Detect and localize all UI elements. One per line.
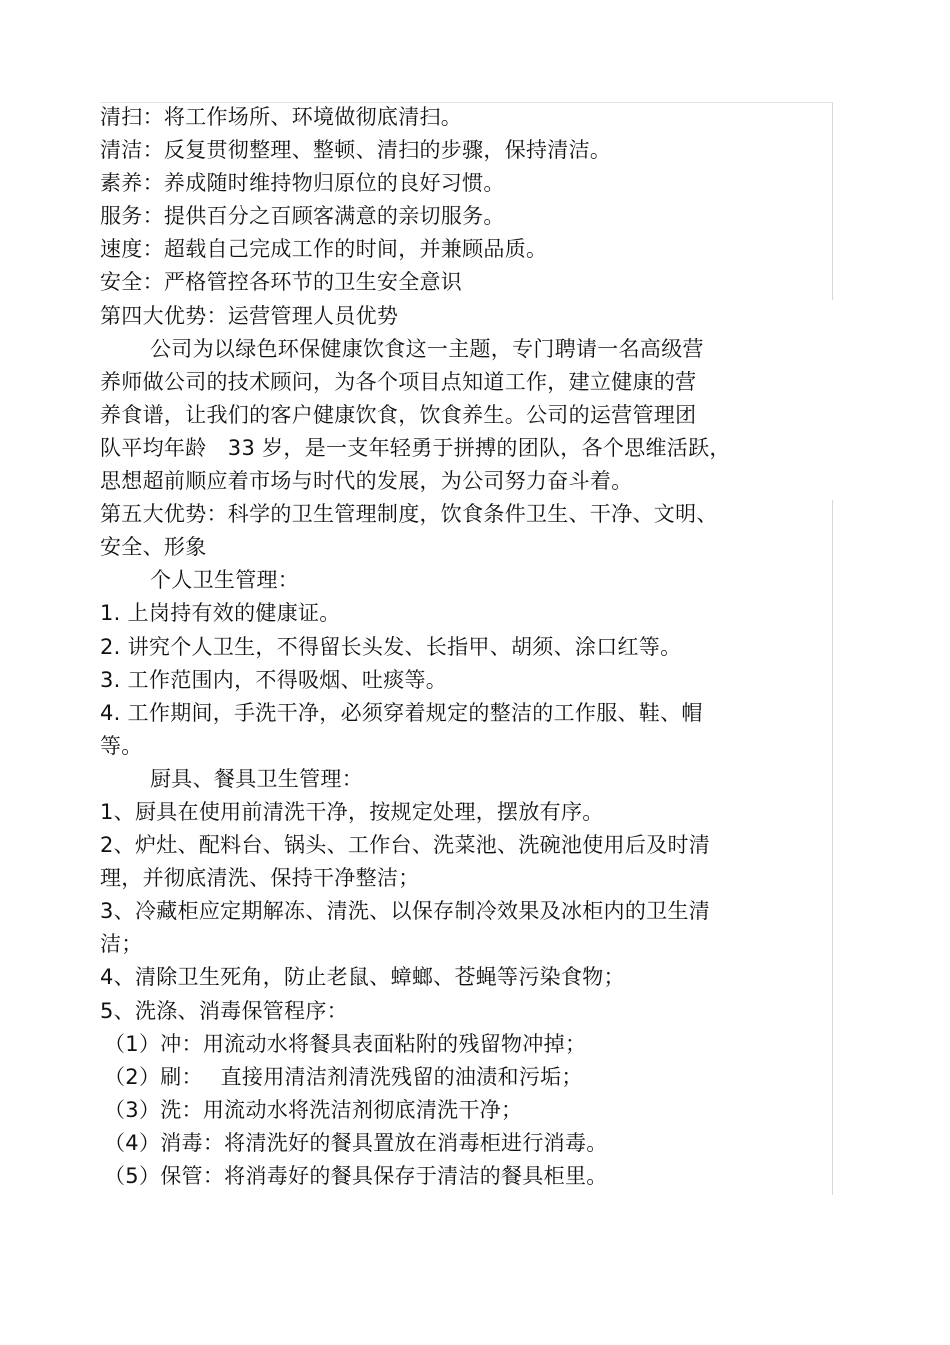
list-item: 4、清除卫生死角，防止老鼠、蟑螂、苍蝇等污染食物； xyxy=(100,965,625,990)
list-item: 2、炉灶、配料台、锅头、工作台、洗菜池、洗碗池使用后及时清 xyxy=(100,833,711,858)
text-line: 速度：超载自己完成工作的时间，并兼顾品质。 xyxy=(100,237,548,262)
paragraph-line: 思想超前顺应着市场与时代的发展，为公司努力奋斗着。 xyxy=(100,469,633,494)
list-item: 2. 讲究个人卫生，不得留长头发、长指甲、胡须、涂口红等。 xyxy=(100,634,682,659)
document-body xyxy=(100,101,780,1193)
list-item: 理，并彻底清洗、保持干净整洁； xyxy=(100,866,420,891)
paragraph-line: 养师做公司的技术顾问，为各个项目点知道工作，建立健康的营 xyxy=(100,369,697,394)
list-item: 洁； xyxy=(100,932,143,957)
procedure-step: （5）保管：将消毒好的餐具保存于清洁的餐具柜里。 xyxy=(104,1164,608,1188)
right-border-line-lower xyxy=(832,500,833,1195)
procedure-step: （3）洗：用流动水将洗洁剂彻底清洗干净； xyxy=(104,1097,523,1122)
text-line: 服务：提供百分之百顾客满意的亲切服务。 xyxy=(100,204,505,229)
list-item: 3、冷藏柜应定期解冻、清洗、以保存制冷效果及冰柜内的卫生清 xyxy=(100,899,711,924)
procedure-step: （1）冲：用流动水将餐具表面粘附的残留物冲掉； xyxy=(104,1031,587,1056)
subsection-heading: 个人卫生管理： xyxy=(150,568,300,593)
text-line: 安全：严格管控各环节的卫生安全意识 xyxy=(100,270,463,295)
text-line: 素养：养成随时维持物归原位的良好习惯。 xyxy=(100,171,505,196)
section-heading: 第四大优势：运营管理人员优势 xyxy=(100,303,399,328)
right-border-line-upper xyxy=(832,102,833,300)
section-heading: 第五大优势：科学的卫生管理制度，饮食条件卫生、干净、文明、 xyxy=(100,502,718,527)
text-line: 清扫：将工作场所、环境做彻底清扫。 xyxy=(100,105,463,129)
procedure-step: （4）消毒：将清洗好的餐具置放在消毒柜进行消毒。 xyxy=(104,1130,608,1155)
paragraph-line: 队平均年龄 33 岁，是一支年轻勇于拼搏的团队，各个思维活跃， xyxy=(100,435,731,460)
paragraph-line: 养食谱，让我们的客户健康饮食，饮食养生。公司的运营管理团 xyxy=(100,402,697,427)
paragraph-line: 公司为以绿色环保健康饮食这一主题，专门聘请一名高级营 xyxy=(150,336,704,361)
list-item: 1. 上岗持有效的健康证。 xyxy=(100,601,341,626)
list-item: 等。 xyxy=(100,733,143,758)
list-item: 5、洗涤、消毒保管程序： xyxy=(100,998,348,1023)
text-line: 清洁：反复贯彻整理、整顿、清扫的步骤，保持清洁。 xyxy=(100,138,612,163)
list-item: 1、厨具在使用前清洗干净，按规定处理，摆放有序。 xyxy=(100,799,604,824)
section-heading: 安全、形象 xyxy=(100,535,207,560)
list-item: 3. 工作范围内，不得吸烟、吐痰等。 xyxy=(100,667,448,692)
list-item: 4. 工作期间，手洗干净，必须穿着规定的整洁的工作服、鞋、帽 xyxy=(100,700,703,725)
subsection-heading: 厨具、餐具卫生管理： xyxy=(150,766,363,791)
procedure-step: （2）刷： 直接用清洁剂清洗残留的油渍和污垢； xyxy=(104,1064,583,1089)
